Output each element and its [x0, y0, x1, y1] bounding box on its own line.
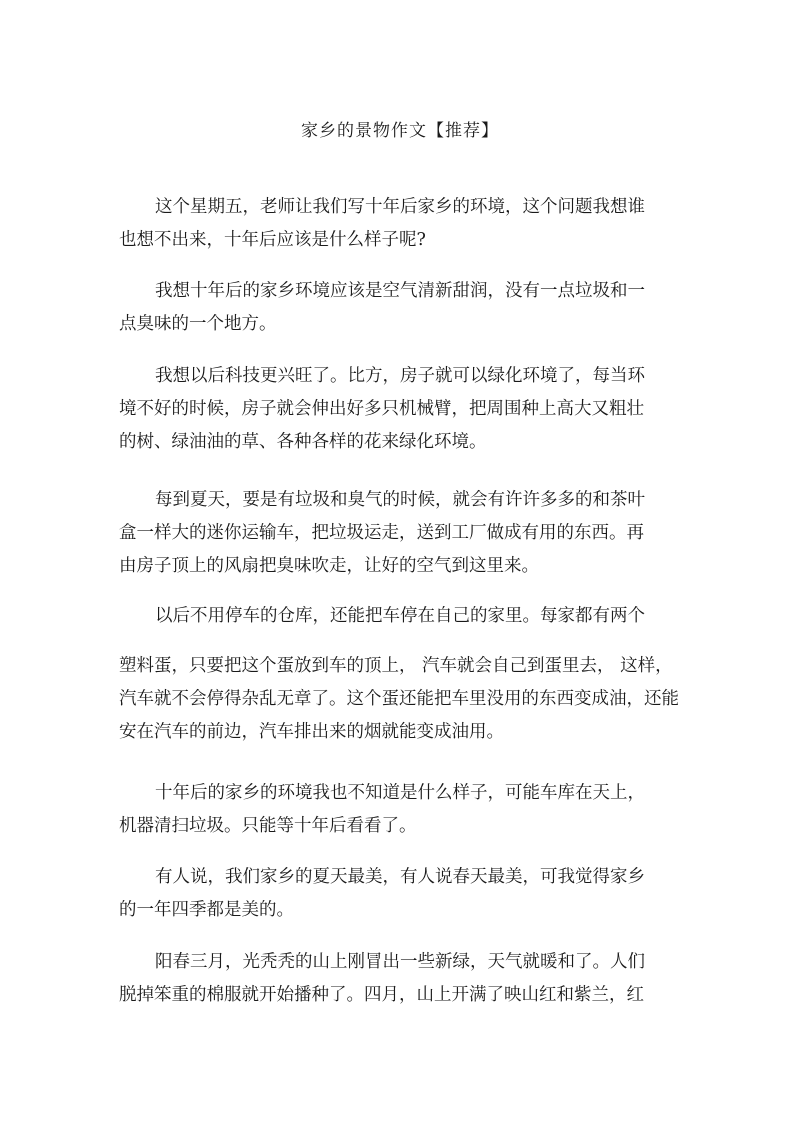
text-line: 由房子顶上的风扇把臭味吹走，让好的空气到这里来。 [119, 556, 539, 576]
paragraph-4 [119, 484, 659, 583]
paragraph-6 [119, 650, 679, 749]
text-line: 脱掉笨重的棉服就开始播种了。四月，山上开满了映山红和紫兰，红 [119, 985, 644, 1005]
paragraph-3 [119, 360, 659, 459]
text-line: 安在汽车的前边，汽车排出来的烟就能变成油用。 [119, 722, 504, 742]
text-line: 阳春三月，光秃秃的山上刚冒出一些新绿，天气就暖和了。人们 [155, 952, 645, 972]
text-line: 以后不用停车的仓库，还能把车停在自己的家里。每家都有两个 [155, 606, 645, 626]
text-line: 点臭味的一个地方。 [119, 314, 277, 334]
text-line: 我想十年后的家乡环境应该是空气清新甜润，没有一点垃圾和一 [155, 281, 645, 301]
text-line: 也想不出来，十年后应该是什么样子呢? [119, 230, 426, 250]
text-line: 我想以后科技更兴旺了。比方，房子就可以绿化环境了，每当环 [155, 366, 645, 386]
text-line: 机器清扫垃圾。只能等十年后看看了。 [119, 816, 417, 836]
paragraph-7 [119, 777, 659, 843]
text-line: 的树、绿油油的草、各种各样的花来绿化环境。 [119, 432, 487, 452]
paragraph-5 [119, 600, 659, 633]
text-line: 每到夏天，要是有垃圾和臭气的时候，就会有许许多多的和茶叶 [155, 490, 645, 510]
paragraph-8 [119, 861, 659, 927]
text-line: 境不好的时候，房子就会伸出好多只机械臂，把周围种上高大又粗壮 [119, 399, 644, 419]
text-line: 盒一样大的迷你运输车，把垃圾运走，送到工厂做成有用的东西。再 [119, 523, 644, 543]
paragraph-9 [119, 946, 659, 1012]
page-title: 家乡的景物作文【推荐】 [301, 121, 499, 141]
text-line: 十年后的家乡的环境我也不知道是什么样子，可能车库在天上， [155, 783, 645, 803]
text-line: 这个星期五，老师让我们写十年后家乡的环境，这个问题我想谁 [155, 197, 645, 217]
text-line: 有人说，我们家乡的夏天最美，有人说春天最美，可我觉得家乡 [155, 867, 645, 887]
text-line: 塑料蛋，只要把这个蛋放到车的顶上， 汽车就会自己到蛋里去， 这样， [119, 656, 673, 676]
text-line: 的一年四季都是美的。 [119, 900, 294, 920]
paragraph-1 [119, 191, 659, 257]
text-line: 汽车就不会停得杂乱无章了。这个蛋还能把车里没用的东西变成油，还能 [119, 689, 679, 709]
paragraph-2 [119, 275, 659, 341]
